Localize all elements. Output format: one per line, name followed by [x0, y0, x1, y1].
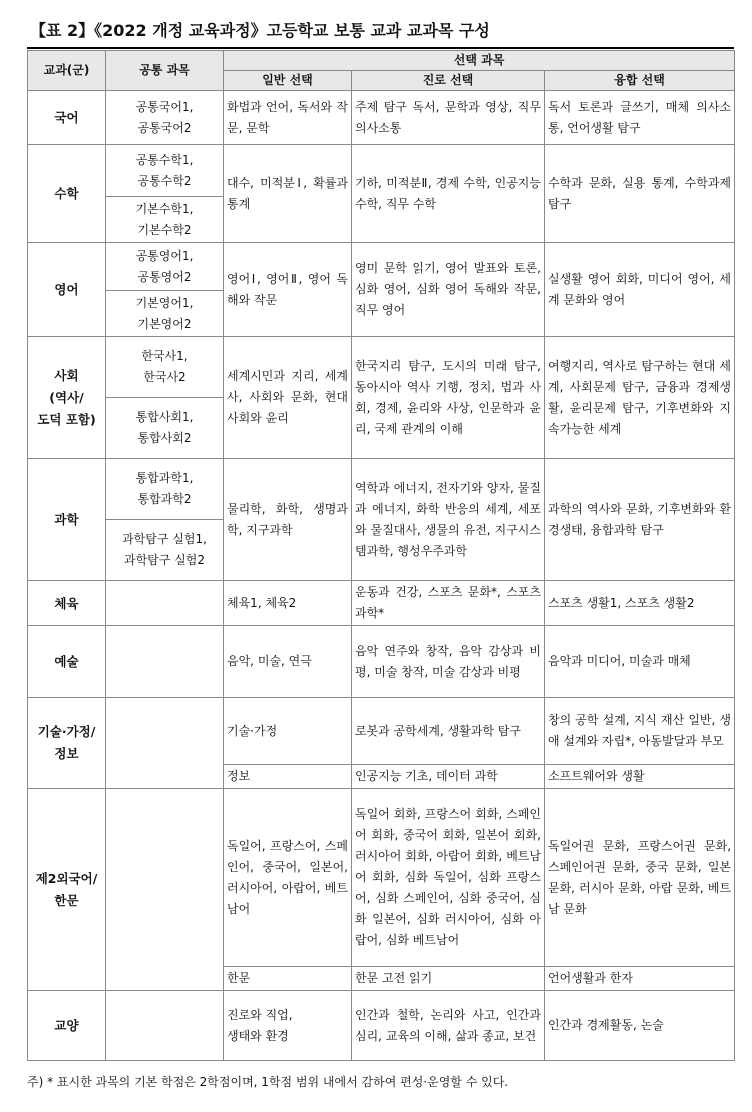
convergence-science: 과학의 역사와 문화, 기후변화와 환경생태, 융합과학 탐구: [545, 459, 735, 581]
common-social-b: 통합사회1, 통합사회2: [106, 398, 224, 459]
subject-tech: 기술·가정/ 정보: [28, 698, 106, 789]
title-divider: [27, 47, 734, 49]
subject-foreign: 제2외국어/ 한문: [28, 789, 106, 991]
footnote: 주) * 표시한 과목의 기본 학점은 2학점이며, 1학점 범위 내에서 감하여 편성·운영할 수 있다.: [27, 1075, 509, 1089]
career-liberal: 인간과 철학, 논리와 사고, 인간과 심리, 교육의 이해, 삶과 종교, 보건: [352, 991, 545, 1061]
general-korean: 화법과 언어, 독서와 작문, 문학: [224, 91, 352, 145]
header-convergence: 융합 선택: [545, 71, 735, 91]
common-tech: [106, 698, 224, 789]
career-social: 한국지리 탐구, 도시의 미래 탐구, 동아시아 역사 기행, 정치, 법과 사회, 경제, 윤리와 사상, 인문학과 윤리, 국제 관계의 이해: [352, 337, 545, 459]
convergence-social: 여행지리, 역사로 탐구하는 현대 세계, 사회문제 탐구, 금융과 경제생활, 윤리문제 탐구, 기후변화와 지속가능한 세계: [545, 337, 735, 459]
common-foreign: [106, 789, 224, 991]
table-title: 【표 2】《2022 개정 교육과정》고등학교 보통 교과 교과목 구성: [30, 21, 490, 40]
convergence-arts: 음악과 미디어, 미술과 매체: [545, 626, 735, 698]
career-info: 인공지능 기초, 데이터 과학: [352, 765, 545, 789]
header-career: 진로 선택: [352, 71, 545, 91]
header-common: 공통 과목: [106, 51, 224, 91]
career-foreign: 독일어 회화, 프랑스어 회화, 스페인어 회화, 중국어 회화, 일본어 회화, 러시아어 회화, 아랍어 회화, 베트남어 회화, 심화 독일어, 심화 프랑스어, 심화 스페인어, 심화 중국어, 심화 일본어, 심화 러시아어, 심화 아랍어, 심화 베트남어: [352, 789, 545, 967]
common-arts: [106, 626, 224, 698]
general-arts: 음악, 미술, 연극: [224, 626, 352, 698]
convergence-hanmun: 언어생활과 한자: [545, 967, 735, 991]
career-arts: 음악 연주와 창작, 음악 감상과 비평, 미술 창작, 미술 감상과 비평: [352, 626, 545, 698]
subject-science: 과학: [28, 459, 106, 581]
general-math: 대수, 미적분Ⅰ, 확률과 통계: [224, 145, 352, 243]
career-korean: 주제 탐구 독서, 문학과 영상, 직무 의사소통: [352, 91, 545, 145]
convergence-english: 실생활 영어 회화, 미디어 영어, 세계 문화와 영어: [545, 243, 735, 337]
general-social: 세계시민과 지리, 세계사, 사회와 문화, 현대사회와 윤리: [224, 337, 352, 459]
common-liberal: [106, 991, 224, 1061]
convergence-tech-home: 창의 공학 설계, 지식 재산 일반, 생애 설계와 자립*, 아동발달과 부모: [545, 698, 735, 765]
convergence-korean: 독서 토론과 글쓰기, 매체 의사소통, 언어생활 탐구: [545, 91, 735, 145]
career-english: 영미 문학 읽기, 영어 발표와 토론, 심화 영어, 심화 영어 독해와 작문, 직무 영어: [352, 243, 545, 337]
common-english-a: 공통영어1, 공통영어2: [106, 243, 224, 291]
career-science: 역학과 에너지, 전자기와 양자, 물질과 에너지, 화학 반응의 세계, 세포와 물질대사, 생물의 유전, 지구시스템과학, 행성우주과학: [352, 459, 545, 581]
subject-social: 사회 (역사/ 도덕 포함): [28, 337, 106, 459]
subject-korean: 국어: [28, 91, 106, 145]
common-social-a: 한국사1, 한국사2: [106, 337, 224, 398]
convergence-pe: 스포츠 생활1, 스포츠 생활2: [545, 581, 735, 626]
subject-pe: 체육: [28, 581, 106, 626]
header-subject-group: 교과(군): [28, 51, 106, 91]
career-pe: 운동과 건강, 스포츠 문화*, 스포츠 과학*: [352, 581, 545, 626]
general-info: 정보: [224, 765, 352, 789]
general-hanmun: 한문: [224, 967, 352, 991]
curriculum-table: [27, 50, 735, 1061]
convergence-liberal: 인간과 경제활동, 논술: [545, 991, 735, 1061]
subject-liberal: 교양: [28, 991, 106, 1061]
convergence-info: 소프트웨어와 생활: [545, 765, 735, 789]
subject-arts: 예술: [28, 626, 106, 698]
common-korean: 공통국어1, 공통국어2: [106, 91, 224, 145]
common-math-a: 공통수학1, 공통수학2: [106, 145, 224, 197]
convergence-foreign: 독일어권 문화, 프랑스어권 문화, 스페인어권 문화, 중국 문화, 일본 문화, 러시아 문화, 아랍 문화, 베트남 문화: [545, 789, 735, 967]
general-foreign: 독일어, 프랑스어, 스페인어, 중국어, 일본어, 러시아어, 아랍어, 베트남어: [224, 789, 352, 967]
career-tech-home: 로봇과 공학세계, 생활과학 탐구: [352, 698, 545, 765]
common-science-a: 통합과학1, 통합과학2: [106, 459, 224, 520]
header-general: 일반 선택: [224, 71, 352, 91]
career-math: 기하, 미적분Ⅱ, 경제 수학, 인공지능 수학, 직무 수학: [352, 145, 545, 243]
general-pe: 체육1, 체육2: [224, 581, 352, 626]
subject-english: 영어: [28, 243, 106, 337]
general-tech-home: 기술·가정: [224, 698, 352, 765]
convergence-math: 수학과 문화, 실용 통계, 수학과제 탐구: [545, 145, 735, 243]
career-hanmun: 한문 고전 읽기: [352, 967, 545, 991]
general-english: 영어Ⅰ, 영어Ⅱ, 영어 독해와 작문: [224, 243, 352, 337]
common-english-b: 기본영어1, 기본영어2: [106, 291, 224, 337]
general-science: 물리학, 화학, 생명과학, 지구과학: [224, 459, 352, 581]
subject-math: 수학: [28, 145, 106, 243]
common-pe: [106, 581, 224, 626]
header-elective: 선택 과목: [224, 51, 735, 71]
general-liberal: 진로와 직업, 생태와 환경: [224, 991, 352, 1061]
common-science-b: 과학탐구 실험1, 과학탐구 실험2: [106, 520, 224, 581]
common-math-b: 기본수학1, 기본수학2: [106, 197, 224, 243]
